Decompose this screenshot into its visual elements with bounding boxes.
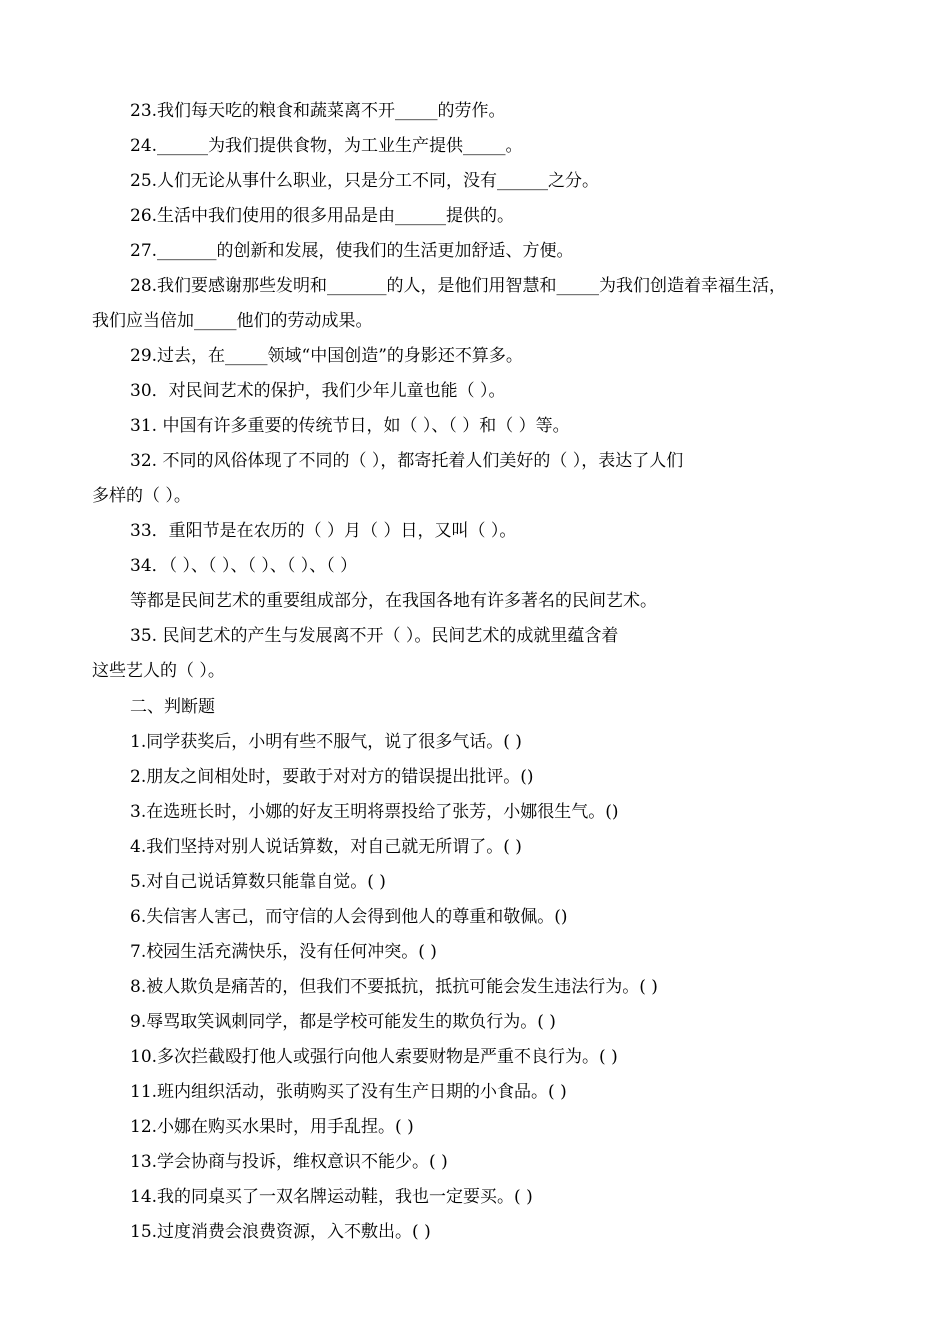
- question-28-line1: 28.我们要感谢那些发明和_______的人，是他们用智慧和_____为我们创造着幸福生活，: [130, 276, 787, 296]
- question-28-line2: 我们应当倍加_____他们的劳动成果。: [92, 311, 373, 331]
- tf-item: 2.朋友之间相处时，要敢于对对方的错误提出批评。(): [130, 767, 534, 787]
- tf-item: 10.多次拦截殴打他人或强行向他人索要财物是严重不良行为。( ): [130, 1047, 618, 1067]
- tf-item: 5.对自己说话算数只能靠自觉。( ): [130, 872, 386, 892]
- question-25: 25.人们无论从事什么职业，只是分工不同，没有______之分。: [130, 171, 600, 191]
- tf-item: 8.被人欺负是痛苦的，但我们不要抵抗，抵抗可能会发生违法行为。( ): [130, 977, 658, 997]
- question-35-line2: 这些艺人的（ ）。: [92, 661, 225, 681]
- tf-item: 11.班内组织活动，张萌购买了没有生产日期的小食品。( ): [130, 1082, 567, 1102]
- question-27: 27._______的创新和发展，使我们的生活更加舒适、方便。: [130, 241, 574, 261]
- section-heading: 二、判断题: [130, 697, 215, 717]
- tf-item: 13.学会协商与投诉，维权意识不能少。( ): [130, 1152, 448, 1172]
- tf-item: 4.我们坚持对别人说话算数，对自己就无所谓了。( ): [130, 837, 522, 857]
- question-30: 30．对民间艺术的保护，我们少年儿童也能（ ）。: [130, 381, 506, 401]
- tf-item: 9.辱骂取笑讽刺同学，都是学校可能发生的欺负行为。( ): [130, 1012, 556, 1032]
- tf-item: 14.我的同桌买了一双名牌运动鞋，我也一定要买。( ): [130, 1187, 533, 1207]
- tf-item: 3.在选班长时，小娜的好友王明将票投给了张芳，小娜很生气。(): [130, 802, 619, 822]
- question-23: 23.我们每天吃的粮食和蔬菜离不开_____的劳作。: [130, 101, 506, 121]
- question-26: 26.生活中我们使用的很多用品是由______提供的。: [130, 206, 515, 226]
- question-32-line2: 多样的（ ）。: [92, 486, 191, 506]
- question-34-line1: 34．（ ）、（ ）、（ ）、（ ）、（ ）: [130, 556, 358, 576]
- tf-item: 1.同学获奖后，小明有些不服气，说了很多气话。( ): [130, 732, 522, 752]
- question-24: 24.______为我们提供食物，为工业生产提供_____。: [130, 136, 523, 156]
- tf-item: 6.失信害人害己，而守信的人会得到他人的尊重和敬佩。(): [130, 907, 568, 927]
- question-33: 33．重阳节是在农历的（ ）月（ ）日，又叫（ ）。: [130, 521, 517, 541]
- tf-item: 15.过度消费会浪费资源，入不敷出。( ): [130, 1222, 431, 1242]
- tf-item: 7.校园生活充满快乐，没有任何冲突。( ): [130, 942, 437, 962]
- question-35-line1: 35. 民间艺术的产生与发展离不开（ ）。民间艺术的成就里蕴含着: [130, 626, 619, 646]
- question-29: 29.过去，在_____领域“中国创造”的身影还不算多。: [130, 346, 523, 366]
- question-32-line1: 32. 不同的风俗体现了不同的（ ），都寄托着人们美好的（ ），表达了人们: [130, 451, 684, 471]
- question-31: 31. 中国有许多重要的传统节日，如（ ）、（ ）和（ ）等。: [130, 416, 570, 436]
- tf-item: 12.小娜在购买水果时，用手乱捏。( ): [130, 1117, 414, 1137]
- question-34-line2: 等都是民间艺术的重要组成部分，在我国各地有许多著名的民间艺术。: [130, 591, 657, 611]
